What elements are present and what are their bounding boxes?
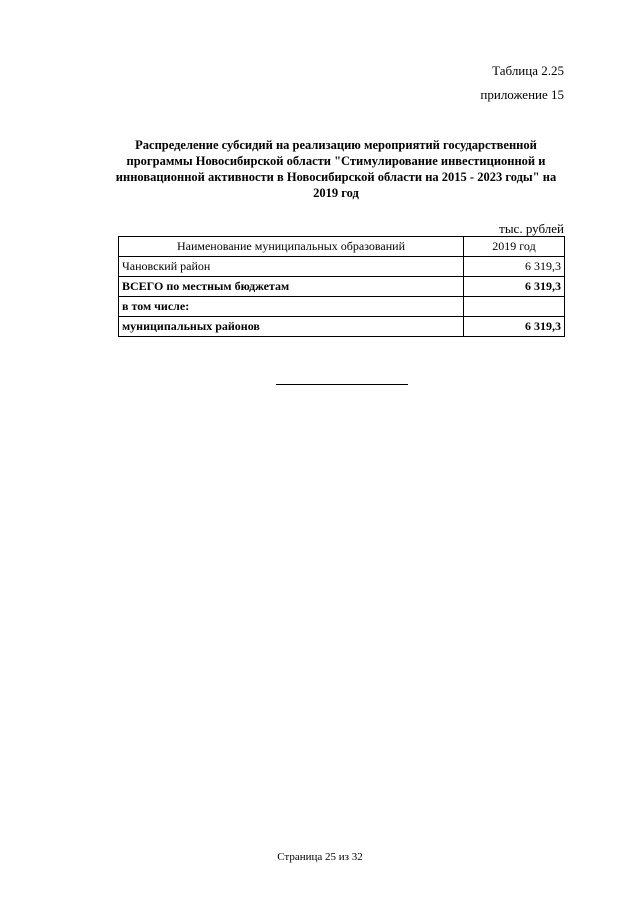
row-name: муниципальных районов [119,317,464,337]
column-header-year: 2019 год [464,237,565,257]
subsidy-table [118,236,565,337]
column-header-name: Наименование муниципальных образований [119,237,464,257]
document-title: Распределение субсидий на реализацию мероприятий государственной программы Новосибирской области "Стимулирование инвестиционной и инновационной активности в Новосибирской области на 2015 - 2023 годы" на 2019 год [115,138,557,200]
table-row [119,317,565,337]
separator-line [276,384,408,385]
table-number: Таблица 2.25 [492,63,564,78]
page-number: Страница 25 из 32 [277,851,363,863]
row-value [464,297,565,317]
row-name: в том числе: [119,297,464,317]
table-header-row [119,237,565,257]
row-name: ВСЕГО по местным бюджетам [119,277,464,297]
row-name: Чановский район [119,257,464,277]
row-value: 6 319,3 [464,257,565,277]
appendix-label: приложение 15 [480,87,564,102]
table-row-total [119,277,565,297]
row-value: 6 319,3 [464,317,565,337]
table-row [119,257,565,277]
row-value: 6 319,3 [464,277,565,297]
unit-label: тыс. рублей [499,221,564,236]
table-row-including [119,297,565,317]
